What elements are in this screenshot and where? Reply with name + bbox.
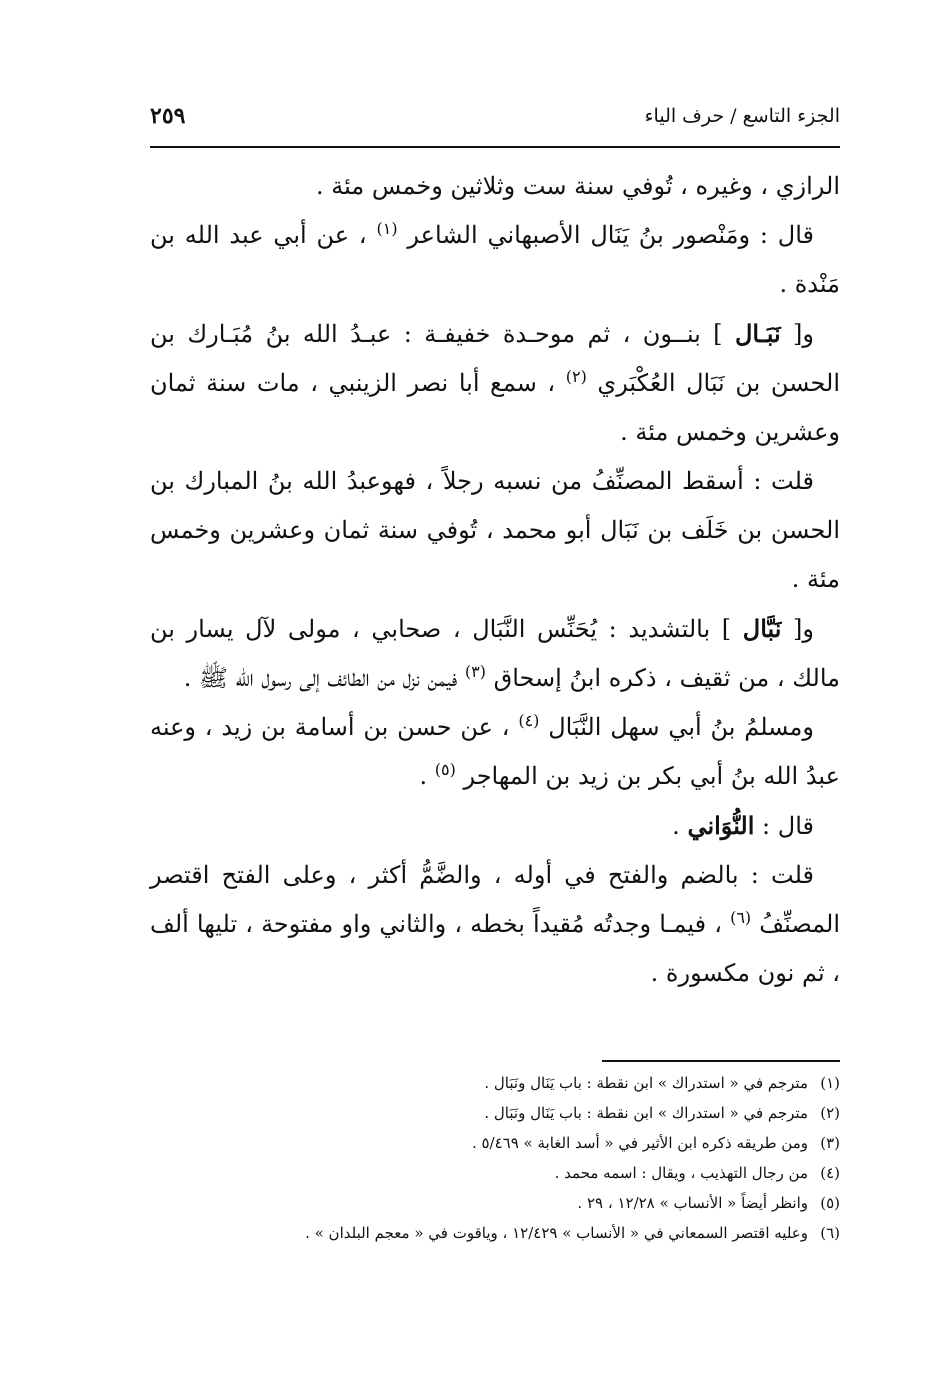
body-paragraph xyxy=(150,851,840,998)
body-text-run: ، عن أبي عبد الله بن مَنْدة . xyxy=(150,221,840,298)
footnote-reference: (٤) xyxy=(518,711,540,730)
footnote-reference: (١) xyxy=(376,219,398,238)
entry-headword: النُّوَاني xyxy=(687,811,755,840)
body-paragraph xyxy=(150,703,840,801)
body-text-run: ومسلمُ بنُ أبي سهل النَّبَال xyxy=(539,713,814,741)
body-text-run: قال : xyxy=(754,812,814,840)
header-rule xyxy=(150,146,840,148)
footnote-number: (٣) xyxy=(820,1134,840,1152)
running-head: الجزء التاسع / حرف الياء xyxy=(644,105,840,127)
footnote-number: (٥) xyxy=(820,1194,840,1212)
body-text-run: قلت : بالضم والفتح في أوله ، والضَّمُّ أكثر ، وعلى الفتح اقتصر المصنِّفُ xyxy=(150,861,840,938)
body-text-run: قلت : أسقط المصنِّفُ من نسبه رجلاً ، فهوعبدُ الله بنُ المبارك بن الحسن بن خَلَف بن نَبَال أبو محمد ، تُوفي سنة ثمان وعشرين وخمس مئة . xyxy=(150,467,840,593)
page-header xyxy=(150,96,840,136)
footnote-text: مترجم في « استدراك » ابن نقطة : باب يَنَال ونَبَال . xyxy=(484,1104,808,1122)
footnote-number: (٦) xyxy=(820,1224,840,1242)
body-text-run: ، عن حسن بن أسامة بن زيد ، وعنه عبدُ الله بنُ أبي بكر بن زيد بن المهاجر xyxy=(150,713,840,790)
footnote-text: وعليه اقتصر السمعاني في « الأنساب » ١٢/٤٢٩ ، وياقوت في « معجم البلدان » . xyxy=(305,1224,808,1242)
entry-headword: نَبَّال xyxy=(742,614,782,643)
body-paragraph xyxy=(150,457,840,604)
body-paragraph xyxy=(150,604,840,703)
body-text-run: ] بنــون ، ثم موحـدة خفيفـة : عبـدُ الله بنُ مُبَـارك بن الحسن بن نَبَال العُكْبَري xyxy=(150,320,841,397)
footnote xyxy=(150,1188,840,1218)
footnote-reference: (٣) xyxy=(464,662,486,681)
body-text-run: و[ xyxy=(780,320,814,348)
footnote xyxy=(150,1128,840,1158)
body-text-run: قال : ومَنْصور بنُ يَنَال الأصبهاني الشاعر xyxy=(397,221,814,249)
footnote-number: (٤) xyxy=(820,1164,840,1182)
footnote-text: وانظر أيضاً « الأنساب » ١٢/٢٨ ، ٢٩ . xyxy=(577,1194,808,1212)
footnote-reference: (٢) xyxy=(565,367,587,386)
body-text-run: ، سمع أبا نصر الزينبي ، مات سنة ثمان وعشرين وخمس مئة . xyxy=(150,369,840,446)
footnote-text: مترجم في « استدراك » ابن نقطة : باب يَنَال ونَبَال . xyxy=(484,1074,808,1092)
body-paragraph xyxy=(150,801,840,851)
footnote xyxy=(150,1218,840,1248)
footnote-rule xyxy=(602,1060,840,1062)
footnote-text: ومن طريقه ذكره ابن الأثير في « أسد الغابة » ٥/٤٦٩ . xyxy=(471,1134,808,1152)
footnote-reference: (٦) xyxy=(730,908,752,927)
footnote-reference: (٥) xyxy=(434,760,456,779)
footnote-number: (١) xyxy=(820,1074,840,1092)
entry-headword: نَبَـال xyxy=(734,319,781,348)
footnote-text: من رجال التهذيب ، ويقال : اسمه محمد . xyxy=(554,1164,808,1182)
page-number: ٢٥٩ xyxy=(150,103,186,129)
footnote xyxy=(150,1098,840,1128)
footnote-number: (٢) xyxy=(820,1104,840,1122)
body-text-run: ] بالتشديد : يُحَنِّس النَّبَال ، صحابي ، مولى لآل يسار بن مالك ، من ثقيف ، ذكره ابنُ إسحاق xyxy=(150,615,840,692)
main-text xyxy=(150,162,840,998)
body-text-run: الرازي ، وغيره ، تُوفي سنة ست وثلاثين وخمس مئة . xyxy=(316,172,840,200)
body-text-run: . xyxy=(672,812,688,840)
body-text-run: ، فيمـا وجدتُه مُقيداً بخطه ، والثاني واو مفتوحة ، تليها ألف ، ثم نون مكسورة . xyxy=(150,910,840,987)
body-text-run: . xyxy=(419,762,435,790)
footnote xyxy=(150,1158,840,1188)
body-text-run: فيمن نزل من الطائف إلى رسول الله ﷺ . xyxy=(183,664,465,692)
footnote xyxy=(150,1068,840,1098)
footnotes xyxy=(150,1068,840,1248)
body-text-run: و[ xyxy=(781,615,814,643)
body-paragraph xyxy=(150,162,840,211)
body-paragraph xyxy=(150,211,840,309)
body-paragraph xyxy=(150,309,840,457)
